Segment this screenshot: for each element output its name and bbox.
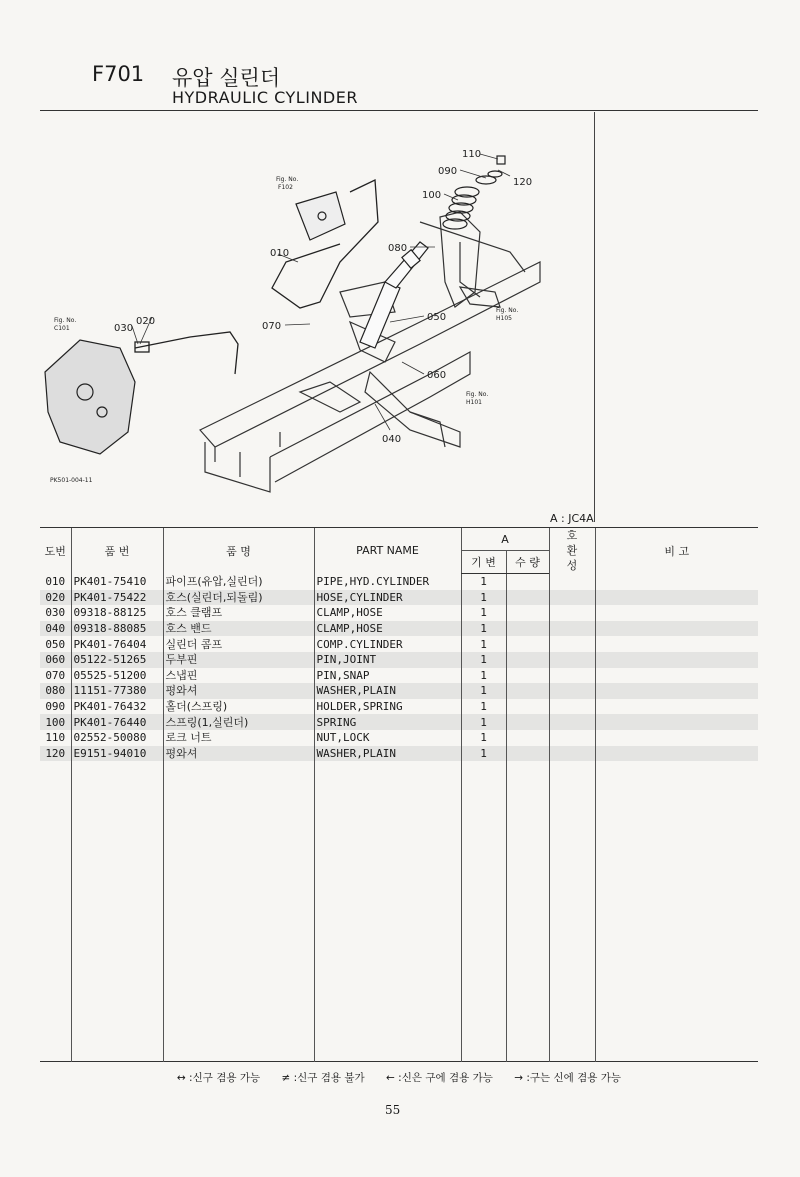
callout-050: 050 <box>427 312 447 323</box>
callout-020: 020 <box>136 316 156 327</box>
table-row <box>40 636 758 652</box>
drawing-id: PK501-004-11 <box>50 477 93 484</box>
part-name-english: NUT,LOCK <box>314 730 461 746</box>
qty-count <box>506 605 549 621</box>
remarks-cell <box>595 683 758 699</box>
part-name-english: HOSE,CYLINDER <box>314 590 461 606</box>
header-name-kr: 품 명 <box>163 528 314 574</box>
interchange-cell <box>549 574 595 590</box>
diagram-right-border <box>594 112 595 522</box>
part-name-english: PIN,JOINT <box>314 652 461 668</box>
legend-item: ↔ :신구 겸용 가능 <box>176 1072 261 1084</box>
part-name-english: SPRING <box>314 714 461 730</box>
quantity: 1 <box>461 683 506 699</box>
part-number: E9151-94010 <box>71 746 163 762</box>
header-remarks: 비 고 <box>595 528 758 574</box>
fig-ref-label: Fig. No. <box>54 317 77 324</box>
row-number: 020 <box>40 590 71 606</box>
qty-count <box>506 590 549 606</box>
header-name-en: PART NAME <box>314 528 461 574</box>
row-number: 120 <box>40 746 71 762</box>
section-code: F701 <box>92 62 145 86</box>
exploded-parts-diagram <box>40 112 594 512</box>
fig-ref-code: H101 <box>466 399 482 406</box>
row-number: 070 <box>45 668 66 682</box>
part-number: PK401-76432 <box>71 699 163 715</box>
part-name-korean: 평와셔 <box>163 683 314 699</box>
table-row <box>40 590 758 606</box>
part-number: 02552-50080 <box>71 730 163 746</box>
remarks-cell <box>595 636 758 652</box>
row-number: 060 <box>40 652 71 668</box>
table-row <box>40 730 758 746</box>
page-number: 55 <box>385 1103 401 1117</box>
header-qty: 수 량 <box>506 551 549 574</box>
part-number: 11151-77380 <box>71 683 163 699</box>
part-name-korean: 스프링(1,실린더) <box>163 714 314 730</box>
part-number: 05122-51265 <box>71 652 163 668</box>
part-name-korean: 호스 밴드 <box>163 621 314 637</box>
callout-leaders <box>132 154 510 430</box>
callout-060: 060 <box>427 370 447 381</box>
remarks-cell <box>595 668 758 684</box>
part-number: PK401-75410 <box>71 574 163 590</box>
quantity: 1 <box>461 746 506 762</box>
remarks-cell <box>595 699 758 715</box>
part-name-english: PIPE,HYD.CYLINDER <box>314 574 461 590</box>
part-number: PK401-76404 <box>71 636 163 652</box>
header-interchange: 호 환 성 <box>549 528 595 574</box>
fig-ref-label: Fig. No. <box>466 391 489 398</box>
qty-count <box>506 574 549 590</box>
header-rule <box>40 110 758 111</box>
table-row <box>40 574 758 590</box>
quantity: 1 <box>461 636 506 652</box>
legend-item: ← :신은 구에 겸용 가능 <box>386 1072 493 1084</box>
part-number: PK401-76440 <box>71 714 163 730</box>
pipe-drawing <box>135 180 378 374</box>
legend-item: ≠ :신구 겸용 불가 <box>281 1072 365 1084</box>
callout-030: 030 <box>114 323 134 334</box>
callout-090: 090 <box>438 166 458 177</box>
part-name-english: CLAMP,HOSE <box>314 605 461 621</box>
remarks-cell <box>595 652 758 668</box>
callout-010: 010 <box>270 248 290 259</box>
part-name-korean: 로크 너트 <box>163 730 314 746</box>
part-name-korean: 두부핀 <box>163 652 314 668</box>
part-name-english: WASHER,PLAIN <box>314 683 461 699</box>
qty-count <box>506 746 549 762</box>
remarks-cell <box>595 730 758 746</box>
control-valve-drawing <box>296 192 345 240</box>
row-number: 110 <box>45 731 66 745</box>
header-base: 기 변 <box>461 551 506 574</box>
interchange-cell <box>549 668 595 684</box>
table-row <box>40 699 758 715</box>
quantity: 1 <box>461 621 506 637</box>
quantity: 1 <box>461 574 506 590</box>
fig-ref-code: H105 <box>496 315 512 322</box>
qty-count <box>506 652 549 668</box>
part-name-korean: 파이프(유압,실린더) <box>163 574 314 590</box>
interchange-cell <box>549 590 595 606</box>
fig-ref-code: C101 <box>54 325 70 332</box>
remarks-cell <box>595 714 758 730</box>
hydraulic-cylinder-drawing <box>360 242 428 348</box>
interchange-cell <box>549 746 595 762</box>
qty-count <box>506 636 549 652</box>
interchange-cell <box>549 621 595 637</box>
part-number: 09318-88125 <box>71 605 163 621</box>
hydraulic-pump-drawing <box>45 340 135 454</box>
part-name-korean: 호스 클램프 <box>163 605 314 621</box>
row-number: 080 <box>40 683 71 699</box>
qty-count <box>506 668 549 684</box>
quantity: 1 <box>461 730 506 746</box>
callout-110: 110 <box>462 149 482 160</box>
quantity: 1 <box>461 714 506 730</box>
interchange-legend <box>40 1070 758 1085</box>
model-note: A : JC4A <box>550 512 594 525</box>
header-no: 도번 <box>40 528 71 574</box>
qty-count <box>506 730 549 746</box>
part-name-english: WASHER,PLAIN <box>314 746 461 762</box>
table-row <box>40 605 758 621</box>
interchange-cell <box>549 605 595 621</box>
quantity: 1 <box>461 699 506 715</box>
row-number: 090 <box>45 700 66 714</box>
quantity: 1 <box>461 668 506 684</box>
table-row <box>40 683 758 699</box>
quantity: 1 <box>461 590 506 606</box>
header-group-a: A <box>461 528 549 551</box>
qty-count <box>506 683 549 699</box>
table-row <box>40 668 758 684</box>
table-row <box>40 621 758 637</box>
part-name-english: COMP.CYLINDER <box>314 636 461 652</box>
row-number: 050 <box>45 637 66 651</box>
row-number: 010 <box>45 575 66 589</box>
row-number: 040 <box>40 621 71 637</box>
part-number: 05525-51200 <box>71 668 163 684</box>
table-empty-space <box>40 761 758 1062</box>
fig-ref-label: Fig. No. <box>496 307 519 314</box>
qty-count <box>506 714 549 730</box>
interchange-cell <box>549 683 595 699</box>
tractor-frame-drawing <box>200 212 540 492</box>
remarks-cell <box>595 574 758 590</box>
table-row <box>40 746 758 762</box>
quantity: 1 <box>461 652 506 668</box>
remarks-cell <box>595 590 758 606</box>
fig-ref-code: F102 <box>278 184 293 191</box>
row-number: 100 <box>40 714 71 730</box>
interchange-cell <box>549 730 595 746</box>
interchange-cell <box>549 699 595 715</box>
callout-080: 080 <box>388 243 408 254</box>
quantity: 1 <box>461 605 506 621</box>
qty-count <box>506 621 549 637</box>
qty-count <box>506 699 549 715</box>
part-name-korean: 실린더 콤프 <box>163 636 314 652</box>
page-title-korean: 유압 실린더 <box>172 66 281 90</box>
interchange-cell <box>549 652 595 668</box>
part-name-korean: 호스(실린더,되돌림) <box>163 590 314 606</box>
interchange-cell <box>549 636 595 652</box>
part-name-korean: 홀더(스프링) <box>163 699 314 715</box>
part-number: 09318-88085 <box>71 621 163 637</box>
legend-item: → :구는 신에 겸용 가능 <box>514 1072 622 1084</box>
part-name-english: CLAMP,HOSE <box>314 621 461 637</box>
part-name-korean: 스냅핀 <box>163 668 314 684</box>
interchange-cell <box>549 714 595 730</box>
callout-100: 100 <box>422 190 442 201</box>
part-name-korean: 평와셔 <box>163 746 314 762</box>
remarks-cell <box>595 605 758 621</box>
part-name-english: HOLDER,SPRING <box>314 699 461 715</box>
table-row <box>40 652 758 668</box>
header-part-no: 품 번 <box>71 528 163 574</box>
fig-ref-label: Fig. No. <box>276 176 299 183</box>
parts-table <box>40 527 758 1062</box>
callout-040: 040 <box>382 434 402 445</box>
callout-120: 120 <box>513 177 533 188</box>
page-title-english: HYDRAULIC CYLINDER <box>172 88 358 107</box>
table-row <box>40 714 758 730</box>
part-number: PK401-75422 <box>71 590 163 606</box>
remarks-cell <box>595 621 758 637</box>
callout-070: 070 <box>262 321 282 332</box>
row-number: 030 <box>45 606 66 620</box>
remarks-cell <box>595 746 758 762</box>
part-name-english: PIN,SNAP <box>314 668 461 684</box>
